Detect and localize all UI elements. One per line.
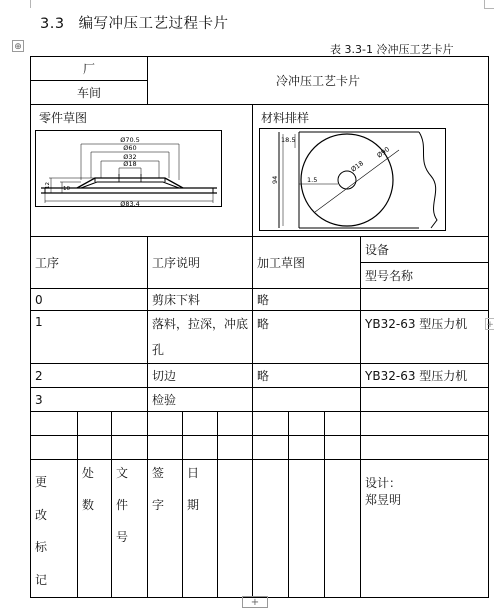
process-card-table	[30, 56, 489, 598]
material-layout-label: 材料排样	[261, 111, 310, 125]
row-drawing: 略	[253, 289, 361, 311]
card-title: 冷冲压工艺卡片	[148, 57, 489, 105]
row-drawing: 略	[253, 364, 361, 388]
signature-cell	[148, 460, 183, 598]
factory-cell: 厂	[31, 57, 148, 81]
row-process: 2	[31, 364, 148, 388]
row-description: 剪床下料	[148, 289, 253, 311]
workshop-cell: 车间	[31, 81, 148, 105]
section-title: 编写冲压工艺过程卡片	[78, 16, 229, 32]
dim-d3: Ø32	[123, 153, 137, 161]
row-model	[361, 289, 489, 311]
change-mark-char: 更	[35, 475, 48, 490]
location-char: 数	[82, 498, 95, 512]
row-process: 0	[31, 289, 148, 311]
dim-h1: 12	[45, 182, 51, 189]
doc-no-cell	[112, 460, 148, 598]
blank-cell	[325, 460, 361, 598]
change-mark-char: 改	[35, 507, 48, 522]
change-mark-char: 记	[35, 572, 48, 587]
blank-cell	[183, 436, 218, 460]
blank-cell	[325, 436, 361, 460]
col-process-header: 工序	[31, 237, 148, 289]
dim-d5: Ø83.4	[120, 200, 140, 208]
layout-dim-height: 94	[271, 175, 280, 184]
change-mark-char: 标	[35, 540, 48, 555]
doc-no-char: 文	[116, 466, 129, 480]
blank-cell	[253, 412, 289, 436]
change-mark-cell	[31, 460, 78, 598]
dim-h2: 10	[63, 186, 70, 192]
designer-label: 设计：	[365, 476, 402, 490]
dim-d4: Ø18	[123, 160, 137, 168]
row-description	[148, 311, 253, 364]
signature-char: 字	[152, 498, 165, 512]
blank-cell	[112, 412, 148, 436]
part-drawing	[35, 130, 227, 208]
part-sketch-cell	[31, 105, 253, 237]
blank-row	[31, 436, 489, 460]
table-move-handle[interactable]: ⊕	[12, 40, 24, 52]
blank-cell	[218, 436, 253, 460]
row-description: 检验	[148, 388, 253, 412]
blank-row	[31, 412, 489, 436]
date-char: 日	[187, 466, 200, 480]
blank-cell	[148, 412, 183, 436]
row-drawing	[253, 388, 361, 412]
doc-no-char: 号	[116, 530, 129, 544]
blank-cell	[218, 412, 253, 436]
material-layout-drawing	[259, 128, 451, 232]
add-row-button[interactable]: +	[242, 596, 268, 608]
col-drawing-header: 加工草图	[253, 237, 361, 289]
blank-cell	[78, 436, 112, 460]
row-process: 3	[31, 388, 148, 412]
row-description-line2: 孔	[152, 343, 165, 357]
layout-dim-hole: Ø18	[349, 159, 366, 174]
blank-cell	[31, 436, 78, 460]
table-row	[31, 289, 489, 311]
margin-mark	[484, 0, 485, 8]
blank-cell	[361, 412, 489, 436]
blank-cell	[183, 412, 218, 436]
location-char: 处	[82, 466, 95, 480]
date-cell	[183, 460, 218, 598]
material-layout-cell	[253, 105, 489, 237]
blank-cell	[253, 460, 289, 598]
blank-cell	[361, 436, 489, 460]
dim-d2: Ø60	[123, 144, 137, 152]
blank-cell	[31, 412, 78, 436]
margin-mark	[30, 0, 31, 8]
blank-cell	[218, 460, 253, 598]
date-char: 期	[187, 498, 200, 512]
row-model	[361, 388, 489, 412]
blank-cell	[253, 436, 289, 460]
signature-char: 签	[152, 466, 165, 480]
designer-name: 郑昱明	[365, 493, 402, 507]
col-model-header: 型号名称	[361, 263, 489, 289]
margin-mark	[484, 8, 494, 9]
row-model: YB32-63 型压力机	[361, 311, 489, 364]
blank-cell	[78, 412, 112, 436]
designer-cell	[361, 460, 489, 598]
layout-dim-gap: 1.5	[307, 176, 318, 184]
table-row	[31, 311, 489, 364]
row-process: 1	[31, 311, 148, 364]
doc-no-char: 件	[116, 498, 129, 512]
layout-dim-outer: Ø90	[375, 145, 392, 160]
row-description: 切边	[148, 364, 253, 388]
blank-cell	[112, 436, 148, 460]
row-description-line1: 落料，拉深，冲底	[152, 317, 249, 331]
table-row	[31, 364, 489, 388]
dim-d1: Ø70.5	[120, 136, 140, 144]
section-number: 3.3	[40, 16, 65, 32]
col-description-header: 工序说明	[148, 237, 253, 289]
add-column-button[interactable]: +	[486, 320, 494, 330]
blank-cell	[148, 436, 183, 460]
blank-cell	[325, 412, 361, 436]
row-model: YB32-63 型压力机	[361, 364, 489, 388]
layout-dim-top: 18.5	[281, 136, 296, 144]
col-equipment-header: 设备	[361, 237, 489, 263]
part-sketch-label: 零件草图	[39, 111, 88, 125]
row-drawing: 略	[253, 311, 361, 364]
table-caption: 表 3.3-1 冷冲压工艺卡片	[330, 43, 454, 56]
blank-cell	[289, 412, 325, 436]
blank-cell	[289, 460, 325, 598]
location-cell	[78, 460, 112, 598]
section-heading	[40, 12, 229, 33]
table-row	[31, 388, 489, 412]
blank-cell	[289, 436, 325, 460]
footer-row	[31, 460, 489, 598]
